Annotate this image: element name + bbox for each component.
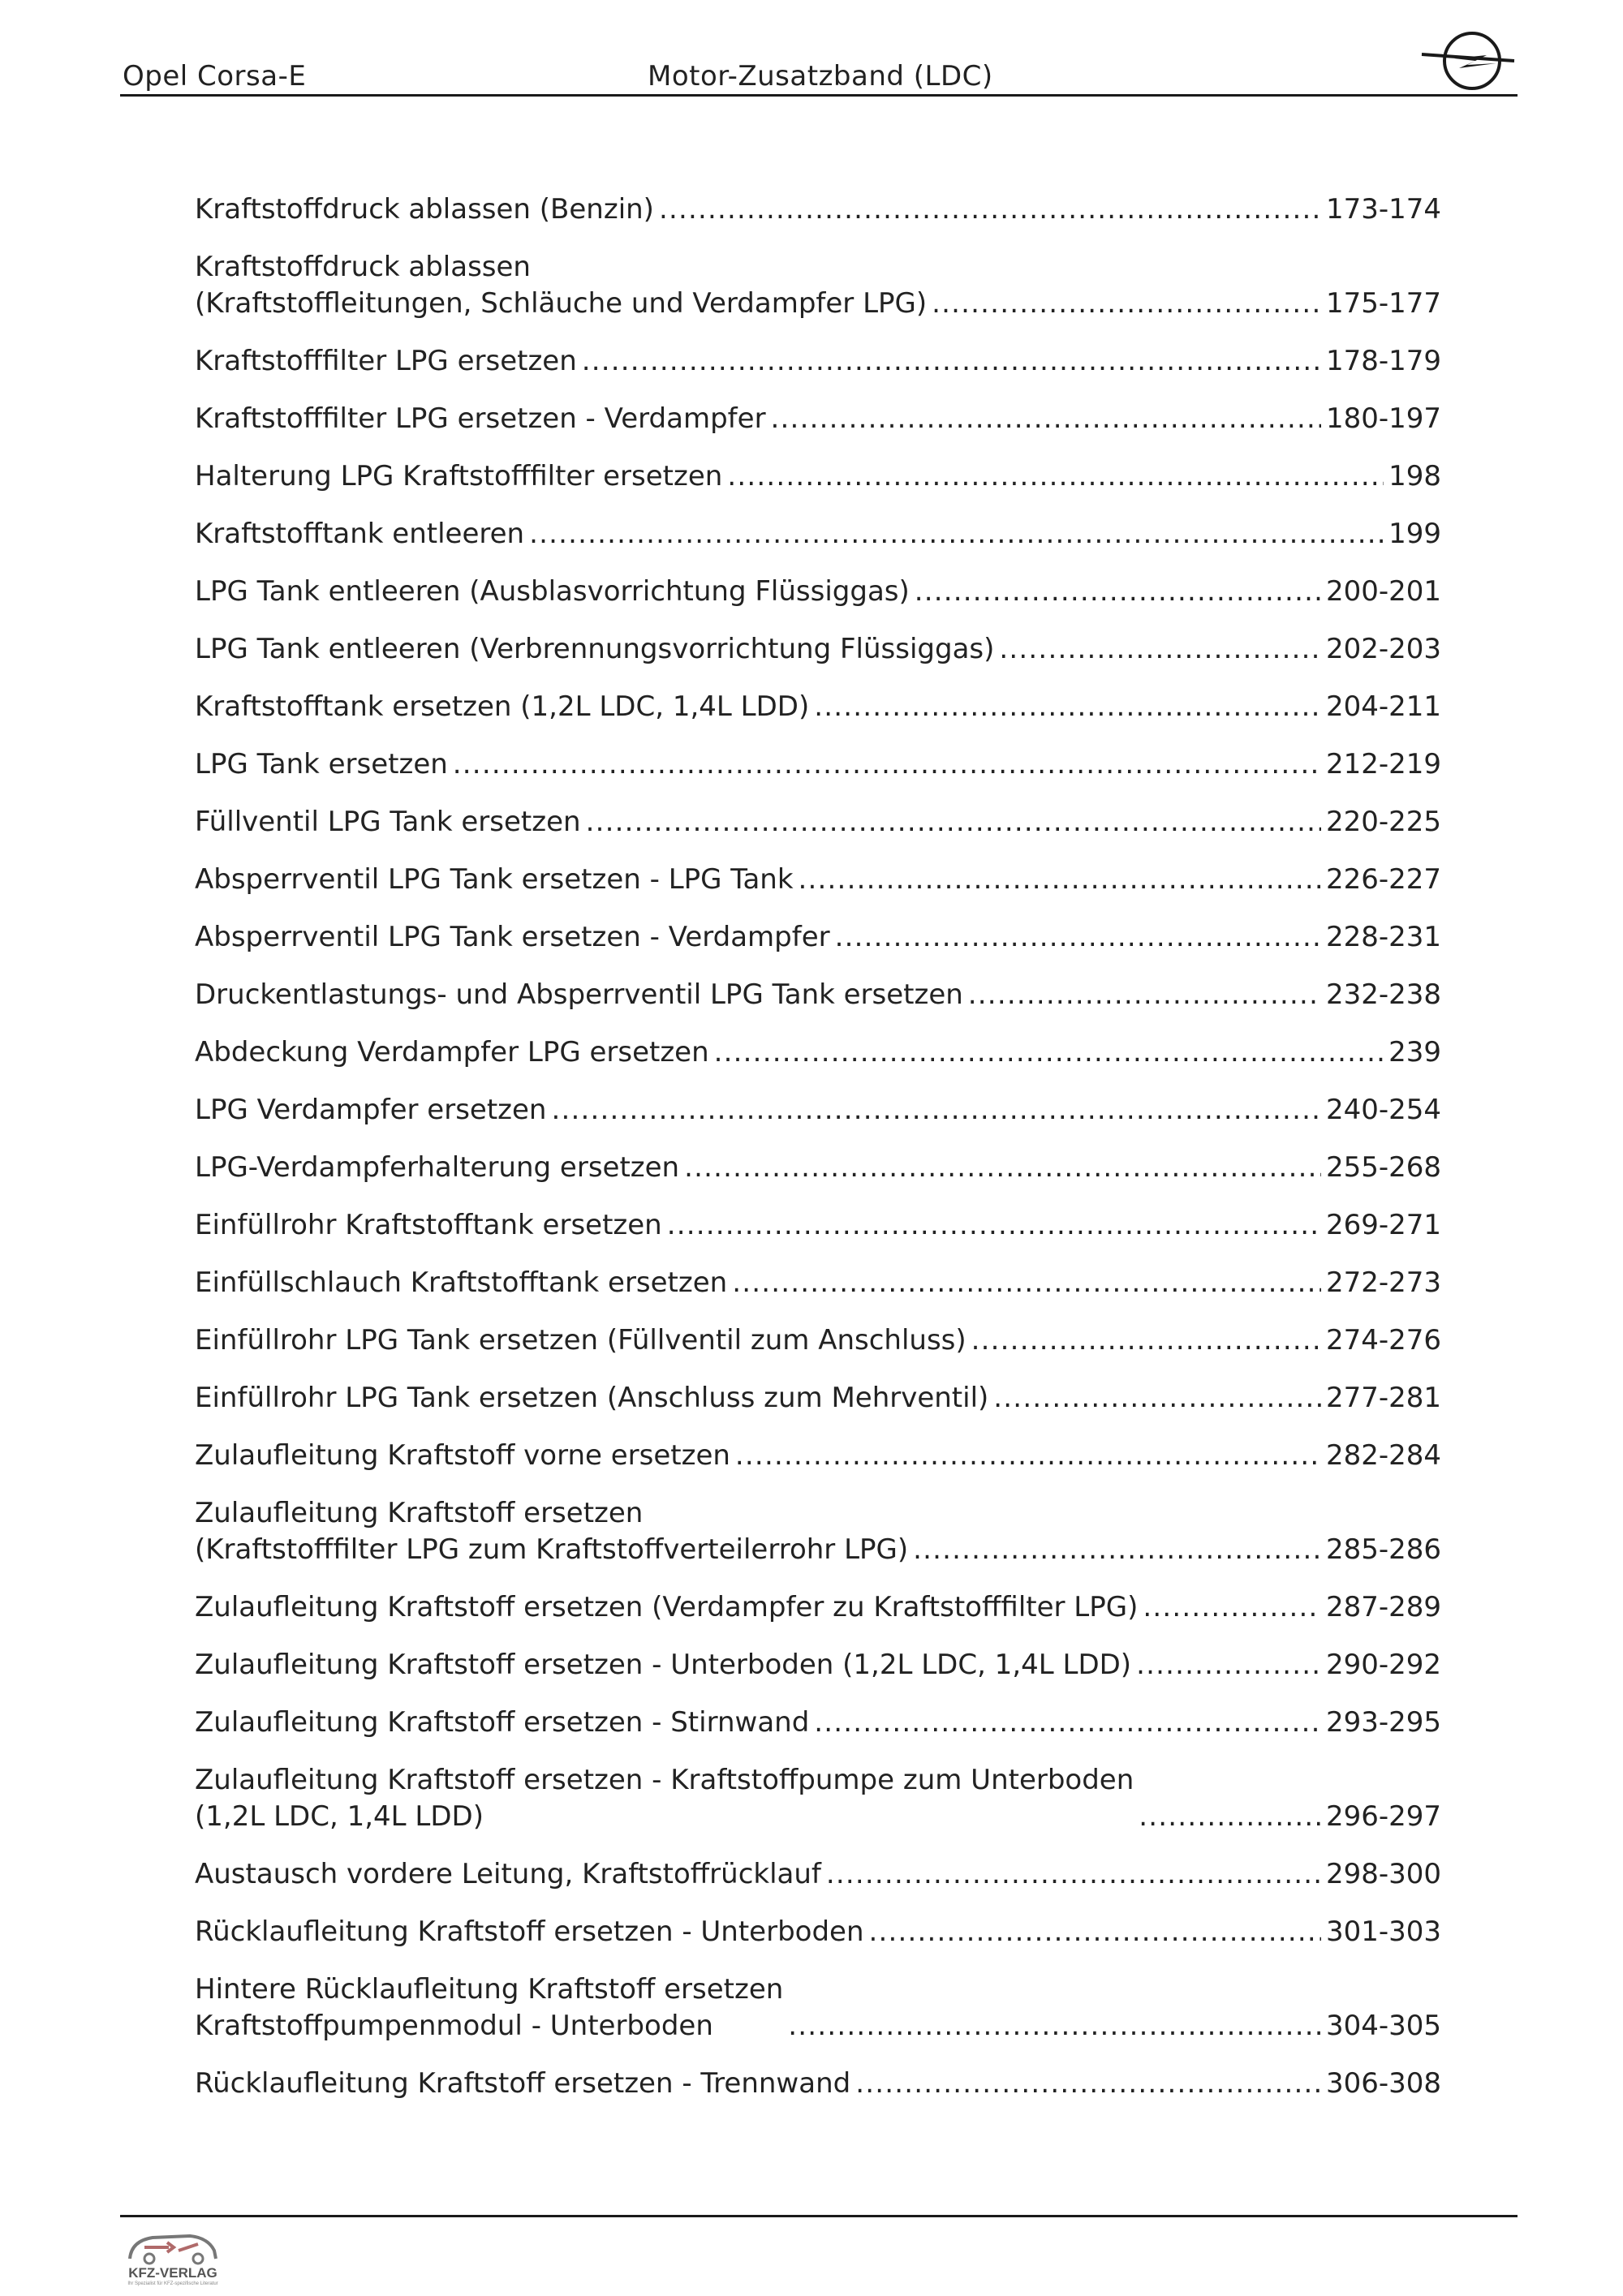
toc-entry-title: [195, 919, 830, 956]
toc-entry-title-line: Kraftstoffdruck ablassen: [195, 251, 531, 283]
toc-entry-title: [195, 1150, 679, 1186]
vehicle-model: Opel Corsa-E: [123, 60, 307, 92]
toc-entry-title: [195, 1207, 662, 1244]
toc-entry[interactable]: [195, 401, 1441, 437]
dot-leader: [971, 1322, 1321, 1359]
toc-entry[interactable]: [195, 1322, 1441, 1359]
dot-leader: [826, 1856, 1321, 1893]
toc-entry-title: [195, 401, 766, 437]
dot-leader: [659, 191, 1321, 228]
toc-entry-title-line: Absperrventil LPG Tank ersetzen - LPG Tank: [195, 863, 794, 896]
toc-entry-title-line: Hintere Rücklaufleitung Kraftstoff ersetzen: [195, 1973, 784, 2006]
toc-entry-title: [195, 1495, 908, 1568]
toc-entry-title-line: Absperrventil LPG Tank ersetzen - Verdampfer: [195, 921, 830, 953]
toc-entry-title: [195, 2066, 850, 2102]
toc-entry-pages: 180-197: [1325, 402, 1441, 435]
toc-entry[interactable]: [195, 343, 1441, 380]
toc-entry-pages: 239: [1388, 1036, 1441, 1068]
toc-entry-pages: 301-303: [1325, 1915, 1441, 1948]
toc-entry-title: [195, 574, 910, 610]
toc-entry-title: [195, 1380, 988, 1417]
toc-entry-title-line: Druckentlastungs- und Absperrventil LPG Tank ersetzen: [195, 978, 963, 1011]
toc-entry[interactable]: [195, 631, 1441, 668]
dot-leader: [814, 689, 1321, 725]
dot-leader: [582, 343, 1321, 380]
toc-entry-pages: 277-281: [1325, 1382, 1441, 1414]
toc-entry-title-line: Zulaufleitung Kraftstoff vorne ersetzen: [195, 1439, 730, 1472]
dot-leader: [799, 862, 1321, 898]
dot-leader: [667, 1207, 1321, 1244]
toc-entry-title: [195, 1705, 809, 1741]
toc-entry-title-line: LPG Tank ersetzen: [195, 748, 448, 780]
car-wrench-logo-icon: [120, 2226, 226, 2267]
toc-entry-title: [195, 1438, 730, 1474]
toc-entry-title: [195, 1589, 1138, 1626]
toc-entry[interactable]: [195, 1380, 1441, 1417]
toc-entry-title: [195, 631, 994, 668]
dot-leader: [714, 1034, 1384, 1071]
dot-leader: [915, 574, 1321, 610]
toc-entry-title-line: (Kraftstofffilter LPG zum Kraftstoffverteilerrohr LPG): [195, 1533, 909, 1566]
dot-leader: [835, 919, 1321, 956]
dot-leader: [1139, 1799, 1321, 1835]
toc-entry-title: [195, 1856, 821, 1893]
toc-entry[interactable]: [195, 249, 1441, 322]
toc-entry-title-line: Zulaufleitung Kraftstoff ersetzen - Kraftstoffpumpe zum Unterboden: [195, 1764, 1134, 1796]
toc-entry[interactable]: [195, 919, 1441, 956]
toc-entry[interactable]: [195, 977, 1441, 1013]
toc-entry-title: [195, 249, 927, 322]
toc-entry[interactable]: [195, 1438, 1441, 1474]
toc-entry[interactable]: [195, 2066, 1441, 2102]
dot-leader: [732, 1265, 1321, 1301]
header-divider: [120, 94, 1518, 97]
toc-entry[interactable]: [195, 1265, 1441, 1301]
toc-entry-title: [195, 862, 794, 898]
toc-entry[interactable]: [195, 574, 1441, 610]
toc-entry-pages: 204-211: [1325, 690, 1441, 723]
toc-entry[interactable]: [195, 516, 1441, 553]
toc-entry-pages: 212-219: [1325, 748, 1441, 780]
toc-entry-pages: 202-203: [1325, 633, 1441, 665]
toc-entry-title: [195, 1762, 1134, 1835]
toc-entry[interactable]: [195, 1647, 1441, 1683]
toc-entry[interactable]: [195, 862, 1441, 898]
toc-entry-title: [195, 1971, 783, 2044]
toc-entry-title: [195, 191, 654, 228]
toc-entry-title: [195, 1092, 546, 1129]
toc-entry-pages: 272-273: [1325, 1266, 1441, 1299]
toc-entry[interactable]: [195, 804, 1441, 841]
toc-entry-title-line: LPG Tank entleeren (Verbrennungsvorrichtung Flüssiggas): [195, 633, 995, 665]
toc-entry-pages: 240-254: [1325, 1094, 1441, 1126]
toc-entry-title: [195, 1322, 966, 1359]
toc-entry[interactable]: [195, 746, 1441, 783]
toc-entry-pages: 293-295: [1325, 1706, 1441, 1739]
toc-entry-title-line: Zulaufleitung Kraftstoff ersetzen - Stirnwand: [195, 1706, 810, 1739]
dot-leader: [913, 1532, 1321, 1568]
toc-entry-pages: 269-271: [1325, 1209, 1441, 1241]
toc-entry-title-line: Rücklaufleitung Kraftstoff ersetzen - Unterboden: [195, 1915, 864, 1948]
toc-entry[interactable]: [195, 1589, 1441, 1626]
toc-entry-title: [195, 977, 963, 1013]
dot-leader: [735, 1438, 1321, 1474]
toc-entry-title-line: Kraftstoffpumpenmodul - Unterboden: [195, 2010, 713, 2042]
toc-entry[interactable]: [195, 1971, 1441, 2044]
toc-entry-pages: 220-225: [1325, 806, 1441, 838]
toc-entry-title-line: Einfüllschlauch Kraftstofftank ersetzen: [195, 1266, 728, 1299]
toc-entry-title: [195, 1647, 1131, 1683]
toc-entry-title-line: Füllventil LPG Tank ersetzen: [195, 806, 581, 838]
dot-leader: [1143, 1589, 1321, 1626]
toc-entry-title-line: Kraftstofffilter LPG ersetzen: [195, 345, 577, 377]
publisher-tagline: Ihr Spezialist für KFZ-spezifische Literatur: [127, 2281, 218, 2286]
dot-leader: [993, 1380, 1321, 1417]
toc-entry-title-line: (1,2L LDC, 1,4L LDD): [195, 1800, 484, 1833]
toc-entry-pages: 178-179: [1325, 345, 1441, 377]
toc-entry-title-line: Einfüllrohr Kraftstofftank ersetzen: [195, 1209, 662, 1241]
toc-entry-pages: 173-174: [1325, 193, 1441, 226]
dot-leader: [1136, 1647, 1321, 1683]
toc-entry-title-line: Austausch vordere Leitung, Kraftstoffrücklauf: [195, 1858, 821, 1890]
toc-entry-title: [195, 1034, 709, 1071]
toc-entry[interactable]: [195, 1705, 1441, 1741]
toc-entry-pages: 175-177: [1325, 287, 1441, 320]
dot-leader: [453, 746, 1321, 783]
toc-entry-title: [195, 746, 448, 783]
toc-entry-pages: 304-305: [1325, 2010, 1441, 2042]
toc-entry-pages: 232-238: [1325, 978, 1441, 1011]
toc-entry-title-line: Zulaufleitung Kraftstoff ersetzen: [195, 1497, 644, 1529]
dot-leader: [771, 401, 1321, 437]
toc-entry-pages: 298-300: [1325, 1858, 1441, 1890]
dot-leader: [932, 286, 1321, 322]
dot-leader: [968, 977, 1321, 1013]
toc-entry-title-line: Kraftstofffilter LPG ersetzen - Verdampfer: [195, 402, 766, 435]
toc-entry-title-line: Rücklaufleitung Kraftstoff ersetzen - Trennwand: [195, 2067, 851, 2100]
toc-entry-pages: 199: [1388, 518, 1441, 550]
toc-entry-title: [195, 1265, 727, 1301]
dot-leader: [869, 1914, 1321, 1950]
publisher-logo: [120, 2226, 226, 2291]
toc-entry[interactable]: [195, 1495, 1441, 1568]
toc-entry-title-line: Kraftstoffdruck ablassen (Benzin): [195, 193, 654, 226]
toc-entry-title: [195, 458, 722, 495]
toc-entry-title: [195, 516, 524, 553]
toc-entry-pages: 285-286: [1325, 1533, 1441, 1566]
toc-entry-title-line: LPG Verdampfer ersetzen: [195, 1094, 547, 1126]
toc-entry-pages: 282-284: [1325, 1439, 1441, 1472]
dot-leader: [551, 1092, 1320, 1129]
toc-entry[interactable]: [195, 1762, 1441, 1835]
toc-entry[interactable]: [195, 1150, 1441, 1186]
toc-entry-title-line: Halterung LPG Kraftstofffilter ersetzen: [195, 460, 723, 492]
toc-entry[interactable]: [195, 1034, 1441, 1071]
toc-entry-pages: 198: [1388, 460, 1441, 492]
toc-entry-title-line: Kraftstofftank ersetzen (1,2L LDC, 1,4L LDD): [195, 690, 810, 723]
toc-entry-title: [195, 1914, 864, 1950]
toc-entry-pages: 287-289: [1325, 1591, 1441, 1623]
toc-entry-pages: 226-227: [1325, 863, 1441, 896]
page-header: [120, 57, 1518, 96]
dot-leader: [529, 516, 1384, 553]
document-title: Motor-Zusatzband (LDC): [648, 60, 993, 92]
toc-entry-title-line: Zulaufleitung Kraftstoff ersetzen - Unterboden (1,2L LDC, 1,4L LDD): [195, 1649, 1132, 1681]
dot-leader: [684, 1150, 1321, 1186]
toc-entry-title-line: (Kraftstoffleitungen, Schläuche und Verdampfer LPG): [195, 287, 928, 320]
toc-entry-title: [195, 804, 581, 841]
dot-leader: [727, 458, 1384, 495]
toc-entry-pages: 200-201: [1325, 575, 1441, 608]
toc-entry[interactable]: [195, 1914, 1441, 1950]
toc-entry-pages: 274-276: [1325, 1324, 1441, 1357]
toc-entry[interactable]: [195, 1207, 1441, 1244]
table-of-contents: [195, 191, 1441, 2123]
toc-entry-pages: 255-268: [1325, 1151, 1441, 1184]
dot-leader: [814, 1705, 1321, 1741]
dot-leader: [855, 2066, 1321, 2102]
toc-entry-title-line: LPG-Verdampferhalterung ersetzen: [195, 1151, 680, 1184]
toc-entry[interactable]: [195, 1856, 1441, 1893]
toc-entry-pages: 290-292: [1325, 1649, 1441, 1681]
toc-entry-title-line: Kraftstofftank entleeren: [195, 518, 525, 550]
toc-entry-pages: 296-297: [1325, 1800, 1441, 1833]
toc-entry-title-line: Abdeckung Verdampfer LPG ersetzen: [195, 1036, 709, 1068]
toc-entry[interactable]: [195, 458, 1441, 495]
toc-entry-pages: 306-308: [1325, 2067, 1441, 2100]
dot-leader: [586, 804, 1321, 841]
toc-entry[interactable]: [195, 191, 1441, 228]
toc-entry[interactable]: [195, 1092, 1441, 1129]
toc-entry-title-line: Einfüllrohr LPG Tank ersetzen (Füllventil zum Anschluss): [195, 1324, 966, 1357]
footer-divider: [120, 2215, 1518, 2217]
dot-leader: [788, 2008, 1321, 2044]
toc-entry-title: [195, 343, 577, 380]
toc-entry-title-line: Zulaufleitung Kraftstoff ersetzen (Verdampfer zu Kraftstofffilter LPG): [195, 1591, 1139, 1623]
toc-entry-pages: 228-231: [1325, 921, 1441, 953]
opel-blitz-logo-icon: [1419, 28, 1518, 94]
publisher-name: KFZ-VERLAG: [128, 2265, 217, 2281]
dot-leader: [999, 631, 1321, 668]
toc-entry-title-line: Einfüllrohr LPG Tank ersetzen (Anschluss zum Mehrventil): [195, 1382, 989, 1414]
toc-entry-title: [195, 689, 809, 725]
toc-entry[interactable]: [195, 689, 1441, 725]
toc-entry-title-line: LPG Tank entleeren (Ausblasvorrichtung Flüssiggas): [195, 575, 910, 608]
